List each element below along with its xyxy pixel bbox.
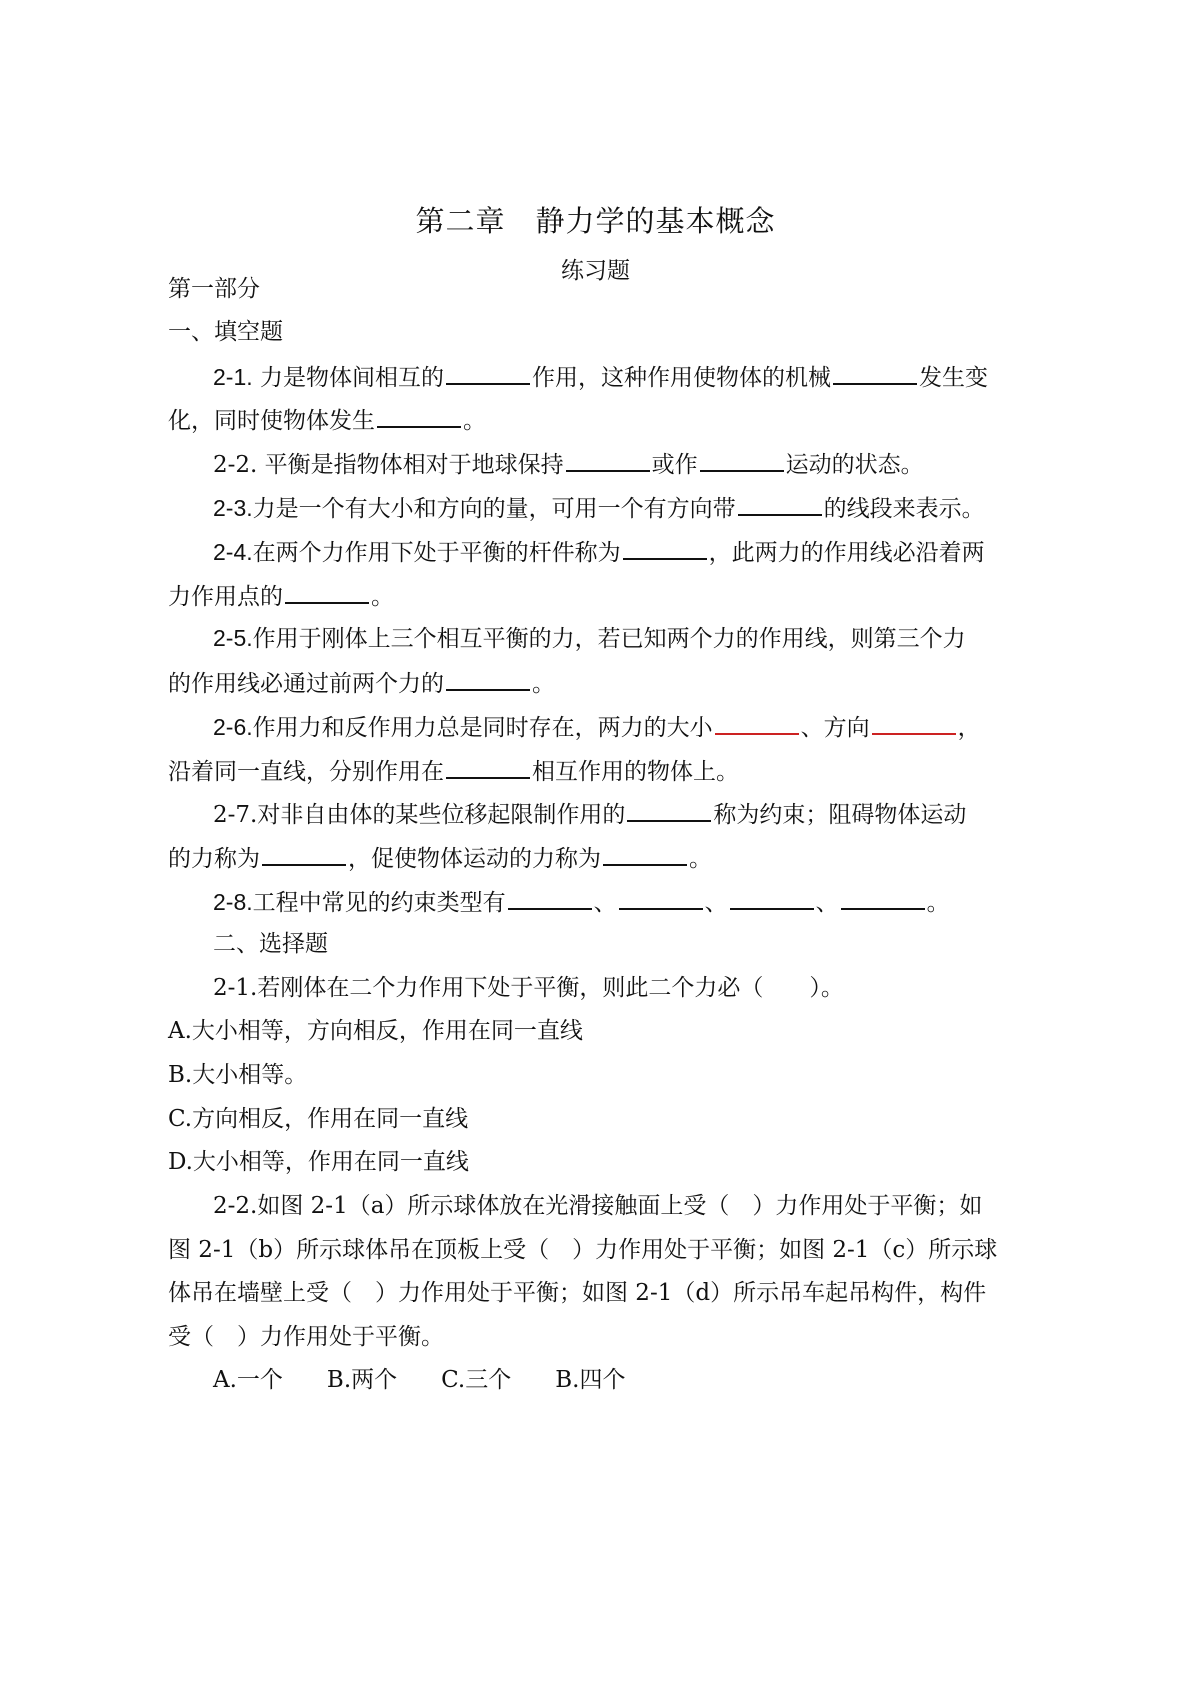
answer-blank-red[interactable] bbox=[872, 711, 956, 735]
question-2-2 bbox=[213, 448, 924, 480]
separator: 、 bbox=[704, 890, 728, 916]
part-heading: 第一部分 bbox=[168, 276, 260, 302]
answer-blank[interactable] bbox=[603, 842, 687, 866]
question-number: 2-3. bbox=[213, 495, 253, 521]
choice-option-a: A.大小相等，方向相反，作用在同一直线 bbox=[168, 1018, 583, 1044]
question-text: 力作用点的 bbox=[168, 584, 283, 610]
question-2-5-line-2 bbox=[168, 667, 555, 699]
chapter-title: 第二章 静力学的基本概念 bbox=[415, 204, 776, 238]
question-number: 2-6. bbox=[213, 714, 253, 740]
question-text: 沿着同一直线，分别作用在 bbox=[168, 759, 444, 785]
question-text: 运动的状态。 bbox=[785, 452, 924, 478]
separator: 、 bbox=[593, 890, 617, 916]
question-text: 作用，这种作用使物体的机械 bbox=[531, 365, 831, 391]
answer-blank[interactable] bbox=[377, 404, 461, 428]
answer-blank[interactable] bbox=[730, 886, 814, 910]
choice-option-a: A.一个 bbox=[213, 1367, 283, 1393]
question-text: 。 bbox=[532, 671, 555, 697]
choice-option-b: B.两个 bbox=[326, 1367, 398, 1393]
answer-blank[interactable] bbox=[841, 886, 925, 910]
question-2-4-line-1 bbox=[213, 536, 985, 568]
choice-2-2-line-1: 2-2.如图 2-1（a）所示球体放在光滑接触面上受（ ）力作用处于平衡；如 bbox=[213, 1193, 983, 1219]
question-text: 作用力和反作用力总是同时存在，两力的大小 bbox=[252, 715, 713, 741]
question-text: 。 bbox=[463, 408, 486, 434]
choice-2-2-line-3: 体吊在墙壁上受（ ）力作用处于平衡；如图 2-1（d）所示吊车起吊构件，构件 bbox=[168, 1280, 987, 1306]
question-text: 力是一个有大小和方向的量，可用一个有方向带 bbox=[252, 496, 736, 522]
choice-option-d: B.四个 bbox=[555, 1367, 626, 1393]
choice-2-2-line-2: 图 2-1（b）所示球体吊在顶板上受（ ）力作用处于平衡；如图 2-1（c）所示球 bbox=[168, 1237, 998, 1263]
question-text: 的作用线必通过前两个力的 bbox=[168, 671, 444, 697]
question-text: 的线段来表示。 bbox=[823, 496, 985, 522]
question-2-3 bbox=[213, 492, 985, 524]
question-number: 2-8. bbox=[213, 889, 253, 915]
choice-option-c: C.方向相反，作用在同一直线 bbox=[168, 1106, 469, 1132]
answer-blank[interactable] bbox=[627, 798, 711, 822]
choice-option-d: D.大小相等，作用在同一直线 bbox=[168, 1149, 469, 1175]
choice-2-1-stem: 2-1.若刚体在二个力作用下处于平衡，则此二个力必（ ）。 bbox=[213, 975, 844, 1001]
question-text: 称为约束；阻碍物体运动 bbox=[713, 802, 967, 828]
question-2-6-line-2 bbox=[168, 755, 739, 787]
question-number: 2-4. bbox=[213, 539, 253, 565]
question-text: 工程中常见的约束类型有 bbox=[252, 890, 506, 916]
choice-2-2-options bbox=[213, 1365, 625, 1395]
question-text: 的力称为 bbox=[168, 846, 260, 872]
section-fill-heading: 一、填空题 bbox=[168, 319, 283, 345]
question-text: 化，同时使物体发生 bbox=[168, 408, 375, 434]
question-text: 在两个力作用下处于平衡的杆件称为 bbox=[252, 540, 621, 566]
question-text: ，此两力的作用线必沿着两 bbox=[708, 540, 985, 566]
question-text: 。 bbox=[689, 846, 712, 872]
answer-blank[interactable] bbox=[738, 492, 822, 516]
choice-option-b: B.大小相等。 bbox=[168, 1062, 308, 1088]
question-text: 相互作用的物体上。 bbox=[532, 759, 739, 785]
question-text: ，促使物体运动的力称为 bbox=[348, 846, 601, 872]
question-2-4-line-2 bbox=[168, 580, 394, 612]
question-2-1-line-2 bbox=[168, 404, 486, 436]
question-2-6-line-1 bbox=[213, 711, 981, 743]
question-number: 2-1. bbox=[213, 364, 253, 390]
answer-blank[interactable] bbox=[623, 536, 707, 560]
question-text: 力是物体间相互的 bbox=[252, 365, 444, 391]
answer-blank[interactable] bbox=[700, 448, 784, 472]
answer-blank[interactable] bbox=[833, 361, 917, 385]
question-number: 2-7. bbox=[213, 802, 258, 828]
answer-blank[interactable] bbox=[619, 886, 703, 910]
question-text: 发生变 bbox=[918, 365, 988, 391]
question-2-7-line-1 bbox=[213, 798, 966, 830]
answer-blank[interactable] bbox=[566, 448, 650, 472]
answer-blank[interactable] bbox=[508, 886, 592, 910]
answer-blank-red[interactable] bbox=[715, 711, 799, 735]
question-2-5-line-1 bbox=[213, 623, 966, 654]
question-text: 或作 bbox=[651, 452, 698, 478]
question-number: 2-5. bbox=[213, 625, 253, 651]
question-text: 。 bbox=[926, 890, 950, 916]
question-text: 平衡是指物体相对于地球保持 bbox=[257, 452, 564, 478]
question-text: 作用于刚体上三个相互平衡的力，若已知两个力的作用线，则第三个力 bbox=[252, 626, 966, 652]
question-2-1-line-1 bbox=[213, 361, 988, 393]
exercise-subtitle: 练习题 bbox=[561, 258, 630, 284]
choice-2-2-line-4: 受（ ）力作用处于平衡。 bbox=[168, 1324, 444, 1350]
answer-blank[interactable] bbox=[446, 755, 530, 779]
question-2-7-line-2 bbox=[168, 842, 712, 874]
section-choice-heading: 二、选择题 bbox=[213, 931, 328, 957]
question-2-8 bbox=[213, 886, 950, 918]
answer-blank[interactable] bbox=[446, 361, 530, 385]
question-text: 。 bbox=[371, 584, 394, 610]
answer-blank[interactable] bbox=[285, 580, 369, 604]
separator: 、 bbox=[815, 890, 839, 916]
answer-blank[interactable] bbox=[262, 842, 346, 866]
question-text: 、方向 bbox=[800, 715, 870, 741]
question-number: 2-2. bbox=[213, 452, 258, 478]
choice-option-c: C.三个 bbox=[441, 1367, 512, 1393]
answer-blank[interactable] bbox=[446, 667, 530, 691]
question-text: 对非自由体的某些位移起限制作用的 bbox=[257, 802, 626, 828]
question-text: ， bbox=[957, 715, 981, 741]
